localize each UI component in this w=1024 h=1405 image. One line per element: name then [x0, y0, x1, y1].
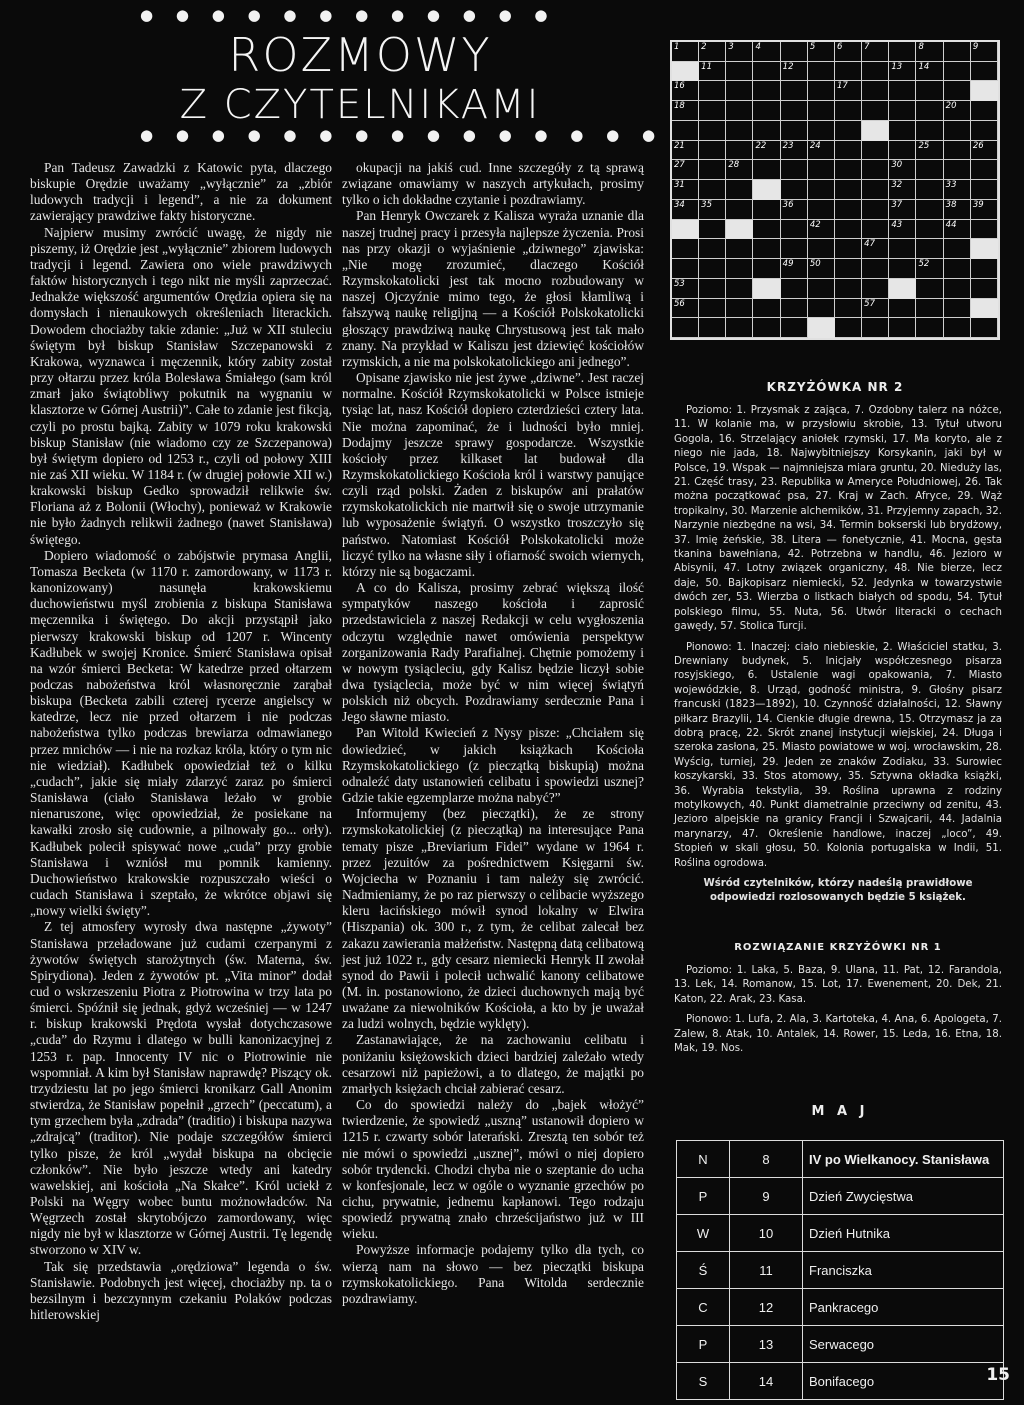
calendar-row: [677, 1141, 1004, 1178]
crossword-cell: [889, 299, 916, 319]
crossword-cell: 49: [781, 259, 808, 279]
crossword-cell: 28: [726, 160, 753, 180]
header-dots-bottom: ● ● ● ● ● ● ● ● ● ● ● ● ● ● ●: [140, 126, 665, 144]
crossword-cell: [726, 318, 753, 338]
crossword-cell: [862, 220, 889, 240]
crossword-cell: 21: [672, 141, 699, 161]
crossword-cell: [672, 121, 699, 141]
crossword-cell: [835, 239, 862, 259]
crossword-cell: 18: [672, 101, 699, 121]
crossword-black-cell: [971, 299, 998, 319]
crossword-cell: [699, 160, 726, 180]
crossword-cell: 47: [862, 239, 889, 259]
crossword-cell: [753, 81, 780, 101]
crossword-cell: 13: [889, 62, 916, 82]
crossword-cell: [699, 259, 726, 279]
crossword-cell: [944, 160, 971, 180]
crossword-cell: [726, 81, 753, 101]
solution-down: Pionowo: 1. Lufa, 2. Ala, 3. Kartoteka, 4. Ana, 6. Apologeta, 7. Zalew, 8. Atak, 10. Antalek, 14. Rower, 15. Leda, 16. Etna, 18. Mak, 19. Nos.: [674, 1014, 1002, 1055]
article-paragraph: Zastanawiające, że na zachowaniu celibatu i poniżaniu księżowskich dzieci bardziej zależało wtedy cesarzowi niż papieżowi, a to dlatego, że majątki po zmarłych księżach chciał zabierać cesarz.: [342, 1032, 644, 1096]
calendar-day: 10: [730, 1215, 803, 1252]
crossword-cell: 4: [753, 42, 780, 62]
crossword-cell: [916, 81, 943, 101]
article-paragraph: Pan Henryk Owczarek z Kalisza wyraża uznanie dla naszej trudnej pracy i przesyła najlepsze życzenia. Prosi nas przy okazji o wyjaśnienie „dziwnego” zjawiska: „Nie mogę zrozumieć, dlaczego Kościół Rzymskokatolicki jest tak mocno rozbudowany w naszej Ojczyźnie mimo tego, że głosi kłamliwą i fałszywą naukę religijną — a Kościół Polskokatolicki głoszący prawdziwą naukę Chrystusową jest tak mało znany. Na przykład w Kaliszu jest dziewięć kościołów rzymskich, a nie ma polskokatolickiego ani jednego”.: [342, 208, 644, 369]
calendar-day: 8: [730, 1141, 803, 1178]
crossword-cell: [835, 121, 862, 141]
crossword-cell: [862, 62, 889, 82]
crossword-cell: [699, 239, 726, 259]
crossword-cell: [726, 180, 753, 200]
crossword-cell: [699, 180, 726, 200]
article-column-2: [342, 160, 644, 1307]
crossword-cell: [944, 121, 971, 141]
crossword-cell: 2: [699, 42, 726, 62]
crossword-black-cell: [808, 318, 835, 338]
crossword-cell: [971, 220, 998, 240]
crossword-black-cell: [672, 220, 699, 240]
crossword-cell: 27: [672, 160, 699, 180]
page-title-line2: Z CZYTELNIKAMI: [179, 82, 541, 128]
crossword-cell: [835, 259, 862, 279]
crossword-cell: [862, 81, 889, 101]
crossword-cell: [916, 279, 943, 299]
calendar-row: [677, 1252, 1004, 1289]
calendar-name: Dzień Zwycięstwa: [803, 1178, 1004, 1215]
crossword-cell: [753, 239, 780, 259]
crossword-cell: [808, 279, 835, 299]
article-paragraph: Powyższe informacje podajemy tylko dla tych, co wierzą nam na słowo — bez pieczątki biskupa rzymskokatolickiego. Pana Witolda serdecznie pozdrawiamy.: [342, 1242, 644, 1306]
calendar-day: 9: [730, 1178, 803, 1215]
calendar-letter: C: [677, 1289, 730, 1326]
calendar-day: 12: [730, 1289, 803, 1326]
crossword-cell: [808, 239, 835, 259]
crossword-cell: [781, 220, 808, 240]
crossword-cell: [862, 180, 889, 200]
calendar-name: Bonifacego: [803, 1363, 1004, 1400]
crossword-cell: 5: [808, 42, 835, 62]
crossword-cell: [971, 101, 998, 121]
crossword-cell: [808, 299, 835, 319]
calendar-name: Dzień Hutnika: [803, 1215, 1004, 1252]
calendar-name: IV po Wielkanocy. Stanisława: [803, 1141, 1004, 1178]
crossword-cell: 56: [672, 299, 699, 319]
crossword-cell: [916, 239, 943, 259]
crossword-cell: [753, 62, 780, 82]
crossword-cell: [781, 121, 808, 141]
crossword-cell: 22: [753, 141, 780, 161]
crossword-cell: [916, 160, 943, 180]
crossword-black-cell: [889, 279, 916, 299]
crossword-cell: 52: [916, 259, 943, 279]
crossword-cell: [781, 101, 808, 121]
crossword-cell: [726, 101, 753, 121]
calendar-row: [677, 1326, 1004, 1363]
calendar-letter: N: [677, 1141, 730, 1178]
crossword-cell: 17: [835, 81, 862, 101]
crossword-cell: [835, 101, 862, 121]
crossword-cell: [699, 141, 726, 161]
crossword-cell: [971, 259, 998, 279]
crossword-cell: [753, 160, 780, 180]
calendar-letter: W: [677, 1215, 730, 1252]
article-paragraph: Co do spowiedzi należy do „bajek włożyć” twierdzenie, że spowiedź „uszną” ustanowił dopiero w 1215 r. czwarty sobór laterański. Zresztą ten sobór też nie mówi o spowiedzi „usznej”, mówi o niej dopiero sobór trydencki. Chodzi chyba nie o szeptanie do ucha w konfesjonale, lecz w ogóle o wyznanie grzechów po cichu, prywatnie, jednemu kapłanowi. Tego rodzaju spowiedź prywatną znało chrześcijaństwo już w III wieku.: [342, 1097, 644, 1242]
crossword-cell: [726, 141, 753, 161]
header-dots-top: ● ● ● ● ● ● ● ● ● ● ● ●: [140, 6, 557, 24]
calendar-day: 14: [730, 1363, 803, 1400]
crossword-clues-across: Poziomo: 1. Przysmak z zająca, 7. Ozdobny talerz na nóżce, 11. W kolanie ma, w przysłowiu skrobie, 13. Tytuł utworu Gogola, 16. Strzelający aniołek rzymski, 17. Ma koryto, ale z niego nie jada, 18. Najwybitniejszy Korsykanin, jaki był w Polsce, 19. Wspak — najmniejsza miara gruntu, 20. Nieduży las, 21. Część trasy, 23. Republika w Ameryce Południowej, 26. Tak można początkować psa, 27. Kraj w Zach. Afryce, 29. Wąż tropikalny, 30. Marzenie alchemików, 31. Przyjemny zapach, 32. Narzynie niezbędne na wsi, 34. Termin bokserski lub brydżowy, 37. Imię żeńskie, 38. Litera — fonetycznie, 41. Mocna, gęsta tkanina bawełniana, 42. Potrzebna w handlu, 46. Jezioro w Abisynii, 47. Lotny związek organiczny, 48. Nie bierze, lecz daje, 50. Bajkopisarz niemiecki, 52. Jedynka w towarzystwie dwóch zer, 53. Wierzba o listkach białych od spodu, 54. Tytuł polskiego filmu, 55. Nuta, 56. Utwór literacki o cechach gawędy, 57. Stolica Turcji.: [674, 405, 1002, 633]
crossword-cell: [781, 279, 808, 299]
crossword-cell: [889, 81, 916, 101]
crossword-cell: 12: [781, 62, 808, 82]
calendar-day: 11: [730, 1252, 803, 1289]
crossword-black-cell: [753, 279, 780, 299]
crossword-cell: [971, 279, 998, 299]
crossword-cell: [753, 318, 780, 338]
crossword-cell: 57: [862, 299, 889, 319]
crossword-cell: 6: [835, 42, 862, 62]
crossword-cell: 44: [944, 220, 971, 240]
calendar-letter: P: [677, 1178, 730, 1215]
crossword-black-cell: [672, 62, 699, 82]
solution-across: Poziomo: 1. Laka, 5. Baza, 9. Ulana, 11. Pat, 12. Farandola, 13. Lek, 14. Romanow, 15. Lot, 17. Ewenement, 20. Dek, 21. Katon, 22. Arak, 23. Kasa.: [674, 965, 1002, 1005]
crossword-cell: [781, 318, 808, 338]
crossword-cell: [835, 180, 862, 200]
crossword-cell: [753, 200, 780, 220]
crossword-cell: [699, 279, 726, 299]
crossword-title: KRZYŻÓWKA NR 2: [766, 380, 904, 394]
crossword-cell: [944, 81, 971, 101]
crossword-cell: [781, 239, 808, 259]
crossword-cell: [699, 299, 726, 319]
article-paragraph: Informujemy (bez pieczątki), że ze strony rzymskokatolickiej (z pieczątką) na interesujące Pana tematy pisze „Breviarium Fidei” wydane w 1964 r. przez jezuitów za pośrednictwem Księgarni św. Wojciecha w Poznaniu i tam należy się zwrócić. Nadmieniamy, że po raz pierwszy o celibacie wyższego kleru łacińskiego mówił synod lokalny w Elwira (Hiszpania) ok. 300 r., z tym, że celibat zalecał bez zakazu zawierania małżeństw. Następną datą celibatową jest już 1022 r., gdy cesarz niemiecki Henryk II zwołał synod do Pawii i polecił uchwalić kanony celibatowe (M. in. postanowiono, że dzieci duchownych mają być uważane za niewolników Kościoła, a kto by je uważał za ludzi wolnych, będzie wyklęty).: [342, 806, 644, 1032]
crossword-cell: [808, 121, 835, 141]
crossword-cell: [944, 62, 971, 82]
crossword-cell: 23: [781, 141, 808, 161]
crossword-cell: [726, 121, 753, 141]
crossword-cell: [753, 121, 780, 141]
crossword-cell: [726, 279, 753, 299]
crossword-black-cell: [971, 81, 998, 101]
crossword-cell: [944, 141, 971, 161]
crossword-cell: [835, 220, 862, 240]
crossword-cell: [889, 101, 916, 121]
crossword-cell: 37: [889, 200, 916, 220]
crossword-cell: [862, 200, 889, 220]
crossword-cell: 20: [944, 101, 971, 121]
page-number: 15: [986, 1365, 1010, 1385]
crossword-cell: [781, 42, 808, 62]
crossword-cell: [862, 279, 889, 299]
crossword-cell: [808, 160, 835, 180]
crossword-cell: 26: [971, 141, 998, 161]
crossword-cell: [889, 318, 916, 338]
crossword-cell: 1: [672, 42, 699, 62]
article-paragraph: Najpierw musimy zwrócić uwagę, że nigdy nie piszemy, iż Orędzie jest „wyłącznie” zbiorem ludowych tradycji i legend. Zawiera ono wiele prawdziwych faktów historycznych i tego nikt nie myśli zaprzeczać. Jednakże większość argumentów Orędzia opiera się na domysłach i nienaukowych określeniach literackich. Dowodem chociażby takie zdanie: „Już w XII stuleciu świętym był biskup Stanisław Szczepanowski z Krakowa, wyznawca i męczennik, który zabity został przy ołtarzu przez króla Bolesława Śmiałego (sam król zmarł jako świątobliwy pokutnik na wygnaniu w klasztorze w Górnej Austrii)”. Całe to zdanie jest fikcją, czyli po prostu bajką. Zabity w 1079 roku krakowski biskup Stanisław (nie wiadomo czy ze Szczepanowa) był świętym dopiero od 1253 r., czyli od połowy XIII nie zaś XII wieku. W 1184 r. (w drugiej połowie XII w.) krakowski biskup Gedko sprowadził relikwie św. Floriana aż z Bolonii (Włochy), ponieważ w Krakowie nie było żadnych relikwii żadnego (nawet Stanisława) świętego.: [30, 224, 332, 547]
calendar-row: [677, 1215, 1004, 1252]
solution-text: [674, 964, 1002, 1062]
crossword-black-cell: [726, 220, 753, 240]
solution-title: ROZWIĄZANIE KRZYŻÓWKI NR 1: [734, 942, 942, 953]
crossword-cell: [944, 299, 971, 319]
crossword-cell: [862, 160, 889, 180]
crossword-cell: [835, 299, 862, 319]
crossword-cell: [699, 220, 726, 240]
crossword-cell: 35: [699, 200, 726, 220]
crossword-cell: 34: [672, 200, 699, 220]
crossword-cell: [808, 62, 835, 82]
crossword-cell: [889, 42, 916, 62]
crossword-cell: 42: [808, 220, 835, 240]
crossword-cell: 25: [916, 141, 943, 161]
crossword-cell: [889, 259, 916, 279]
crossword-cell: 38: [944, 200, 971, 220]
crossword-cell: [835, 279, 862, 299]
crossword-cell: [889, 239, 916, 259]
crossword-cell: [862, 259, 889, 279]
crossword-cell: [889, 121, 916, 141]
crossword-cell: [781, 180, 808, 200]
crossword-cell: [835, 160, 862, 180]
crossword-black-cell: [971, 239, 998, 259]
crossword-cell: 30: [889, 160, 916, 180]
crossword-cell: [699, 318, 726, 338]
crossword-cell: [971, 318, 998, 338]
crossword-cell: [672, 239, 699, 259]
crossword-cell: 32: [889, 180, 916, 200]
calendar-title: M A J: [811, 1104, 869, 1119]
calendar-row: [677, 1178, 1004, 1215]
crossword-cell: [916, 318, 943, 338]
calendar-row: [677, 1289, 1004, 1326]
crossword-cell: [971, 121, 998, 141]
crossword-cell: [835, 200, 862, 220]
crossword-cell: [726, 299, 753, 319]
crossword-cell: [781, 299, 808, 319]
calendar-letter: Ś: [677, 1252, 730, 1289]
crossword-cell: [944, 318, 971, 338]
calendar-name: Franciszka: [803, 1252, 1004, 1289]
page-title-line1: ROZMOWY: [228, 28, 492, 82]
calendar-letter: S: [677, 1363, 730, 1400]
crossword-cell: [808, 81, 835, 101]
crossword-black-cell: [753, 180, 780, 200]
crossword-cell: 33: [944, 180, 971, 200]
crossword-cell: [753, 220, 780, 240]
crossword-cell: [726, 239, 753, 259]
article-paragraph: okupacji na jakiś cud. Inne szczegóły z tą sprawą związane omawiamy w naszych artykułach, prosimy tylko o ich dokładne czytanie i pozdrawiamy.: [342, 160, 644, 208]
crossword-cell: 7: [862, 42, 889, 62]
calendar-name: Serwacego: [803, 1326, 1004, 1363]
crossword-cell: 9: [971, 42, 998, 62]
crossword-cell: [862, 141, 889, 161]
crossword-cell: [971, 180, 998, 200]
crossword-cell: 43: [889, 220, 916, 240]
crossword-cell: [835, 62, 862, 82]
crossword-cell: [781, 81, 808, 101]
article-paragraph: Pan Tadeusz Zawadzki z Katowic pyta, dlaczego biskupie Orędzie uważamy „wyłącznie” za „zbiór ludowych tradycji i legend”, a nie za dokument zawierający prawdziwe fakty historyczne.: [30, 160, 332, 224]
crossword-cell: [726, 62, 753, 82]
crossword-cell: [808, 101, 835, 121]
crossword-cell: [944, 42, 971, 62]
crossword-cell: [726, 259, 753, 279]
crossword-cell: [944, 259, 971, 279]
crossword-cell: [835, 318, 862, 338]
crossword-clues-down: Pionowo: 1. Inaczej: ciało niebieskie, 2. Właściciel statku, 3. Drewniany budynek, 5. Inicjały współczesnego pisarza rosyjskiego, 6. Ustalenie wagi opakowania, 7. Miasto wojewódzkie, 8. Urząd, godność ministra, 9. Głośny pisarz francuski (1823—1892), 10. Czynność działalności, 12. Sławny piłkarz Brazylii, 14. Cienkie długie drewna, 15. Otrzymasz ja za dobrą pracę, 22. Skrót znanej instytucji wiejskiej, 24. Długa i szeroka zasłona, 25. Miasto powiatowe w woj. wrocławskim, 28. Wyścig, turniej, 29. Jeden ze znaków Zodiaku, 33. Surowiec koszykarski, 33. Stos atomowy, 35. Sztywna okładka książki, 36. Wyrabia tekstylia, 39. Roślina uprawna z rodziny motylkowych, 40. Punkt diametralnie przeciwny od zenitu, 43. Jezioro alpejskie na granicy Francji i Szwajcarii, 44. Jadalnia marynarzy, 47. Określenie handlowe, inaczej „loco”, 49. Stopień w skali głosu, 50. Kolonia portugalska w Indii, 51. Roślina ogrodowa.: [674, 641, 1002, 869]
article-paragraph: A co do Kalisza, prosimy zebrać większą ilość sympatyków naszego kościoła i zaprosić przedstawiciela z naszej Redakcji w celu wygłoszenia odczytu względnie nawet omówienia perspektyw zorganizowania Rady Parafialnej. Chętnie pomożemy i w nowym tysiącleciu, gdy Kalisz będzie liczył sobie dwa tysiąclecia, może być w nim więcej świątyń polskich niż obcych. Pozdrawiamy serdecznie Pana i Jego sławne miasto.: [342, 580, 644, 725]
crossword-cell: [889, 141, 916, 161]
crossword-cell: 50: [808, 259, 835, 279]
article-column-1: [30, 160, 332, 1323]
crossword-cell: 24: [808, 141, 835, 161]
crossword-cell: [699, 121, 726, 141]
crossword-cell: [916, 101, 943, 121]
crossword-cell: [699, 81, 726, 101]
calendar-letter: P: [677, 1326, 730, 1363]
article-paragraph: Tak się przedstawia „orędziowa” legenda o św. Stanisławie. Podobnych jest więcej, chociażby np. ta o bezsilnym i bezczynnym czekaniu Polaków podczas hitlerowskiej: [30, 1258, 332, 1323]
crossword-cell: 3: [726, 42, 753, 62]
crossword-clues: [674, 404, 1002, 912]
calendar-day: 13: [730, 1326, 803, 1363]
article-paragraph: Opisane zjawisko nie jest żywe „dziwne”. Jest raczej normalne. Kościół Rzymskokatolicki w Polsce istnieje tysiąc lat, nasz Kościół dopiero czterdzieści cztery lata. Nie można zapominać, że i ludności było mniej. Dodajmy jeszcze sprawy gospodarcze. Wszystkie kościoły przez kilkaset lat budował dla Rzymskokatolickiego Kościoła król i warstwy panujące czyli rząd polski. Żaden z biskupów ani prałatów rzymskokatolickich nie martwił się o swoje utrzymanie lub wyposażenie świątyń. O wszystko troszczyło się państwo. Natomiast Kościół Polskokatolicki może liczyć tylko na własne siły i ofiarność swoich wiernych, którzy nie są bogaczami.: [342, 370, 644, 579]
crossword-cell: [862, 101, 889, 121]
crossword-cell: [753, 259, 780, 279]
crossword-grid: [670, 40, 1000, 340]
crossword-cell: [699, 101, 726, 121]
crossword-cell: [753, 101, 780, 121]
crossword-black-cell: [862, 121, 889, 141]
crossword-cell: 36: [781, 200, 808, 220]
crossword-cell: [916, 220, 943, 240]
crossword-cell: [916, 200, 943, 220]
crossword-cell: [916, 299, 943, 319]
crossword-cell: 8: [916, 42, 943, 62]
article-paragraph: Pan Witold Kwiecień z Nysy pisze: „Chciałem się dowiedzieć, w jakich książkach Kościoła Rzymskokatolickiego (z pieczątką biskupią) można odnaleźć daty ustanowień celibatu i spowiedzi usznej? Gdzie takie egzemplarze można nabyć?”: [342, 725, 644, 806]
crossword-cell: [944, 239, 971, 259]
crossword-cell: [808, 180, 835, 200]
crossword-cell: [672, 259, 699, 279]
crossword-cell: 31: [672, 180, 699, 200]
calendar-table: [676, 1140, 1004, 1400]
calendar-row: [677, 1363, 1004, 1400]
crossword-cell: [971, 62, 998, 82]
article-paragraph: Dopiero wiadomość o zabójstwie prymasa Anglii, Tomasza Becketa (w 1170 r. zamordowany, w 1173 r. kanonizowany) nasunęła krakowskiemu duchowieństwu myśl zrobienia z biskupa Stanisława męczennika i świętego. Do akcji przystąpił jako pierwszy krakowski biskup od 1207 r. Wincenty Kadłubek w swojej Kronice. Śmierć Stanisława opisał na wzór śmierci Becketa: W katedrze przed ołtarzem podczas nabożeństwa król własnoręcznie zarąbał biskupa (Becketa zabili czterej rycerze angielscy w katedrze, lecz nie przed ołtarzem i nie podczas nabożeństwa tylko podczas brewiarza odmawianego przez mnichów — i nie na rozkaz króla, który o tym nic nie wiedział). Kadłubek opowiedział też o kilku „cudach”, jakie się miały zdarzyć zaraz po śmierci Stanisława (ciało Stanisława leżało w grobie nienaruszone, więc opowiedział, że posiekane na kawałki zrosło się cudownie, a pilnowały go... orły). Kadłubek polecił spisywać nowe „cuda” przy grobie Stanisława i wzniósł mu pomnik kamienny. Duchowieństwo krakowskie rozpuszczało wieści o cudach Stanisława i szeptało, że wkrótce objawi się „nowy wielki święty”.: [30, 547, 332, 919]
crossword-prize-note: Wśród czytelników, którzy nadeślą prawidłowe odpowiedzi rozlosowanych będzie 5 książek.: [703, 878, 973, 904]
crossword-cell: [672, 318, 699, 338]
calendar-name: Pankracego: [803, 1289, 1004, 1326]
article-paragraph: Z tej atmosfery wyrosły dwa następne „żywoty” Stanisława przeładowane już cudami czerpanymi z żywotów świętych starożytnych (św. Materna, św. Spirydiona). Jeden z żywotów pt. „Vita minor” dodał cud o wskrzeszeniu Piotra z Piotrowina w trzy lata po śmierci. Spóźnił się jednak, gdyż wcześniej — w 1247 r. biskup krakowski Prędota wysłał dotychczasowe „cuda” do Rzymu i dlatego w bulli kanonizacyjnej z 1253 r. pap. Innocenty IV nic o Piotrowinie nie wspomniał. A kim był Stanisław naprawdę? Piszący ok. trzydziestu lat po jego śmierci kronikarz Gall Anonim stwierdza, że Stanisław popełnił „grzech” (peccatum), a tym grzechem była „zdrada” (traditio) i biskupa nazywa „zdrajcą” (traditor). Nie podaje szczegółów śmierci tylko pisze, że król „wydał biskupa na obcięcie członków”. Nie było jeszcze wtedy ani katedry wawelskiej, ani kościoła „Na Skałce”. Król uciekł z Polski na Węgry wobec buntu możnowładców. Na Węgrzech został skrytobójczo zamordowany, więc nigdy nie był w klasztorze w Górnej Austrii. Tę legendę stworzono w XIV w.: [30, 919, 332, 1258]
crossword-cell: 39: [971, 200, 998, 220]
crossword-cell: [753, 299, 780, 319]
crossword-cell: [726, 200, 753, 220]
crossword-cell: [835, 141, 862, 161]
crossword-cell: 53: [672, 279, 699, 299]
crossword-cell: [808, 200, 835, 220]
crossword-cell: [916, 121, 943, 141]
crossword-cell: [916, 180, 943, 200]
crossword-cell: [944, 279, 971, 299]
crossword-cell: [781, 160, 808, 180]
crossword-cell: 14: [916, 62, 943, 82]
crossword-cell: [971, 160, 998, 180]
crossword-cell: 16: [672, 81, 699, 101]
crossword-cell: 11: [699, 62, 726, 82]
crossword-cell: [862, 318, 889, 338]
